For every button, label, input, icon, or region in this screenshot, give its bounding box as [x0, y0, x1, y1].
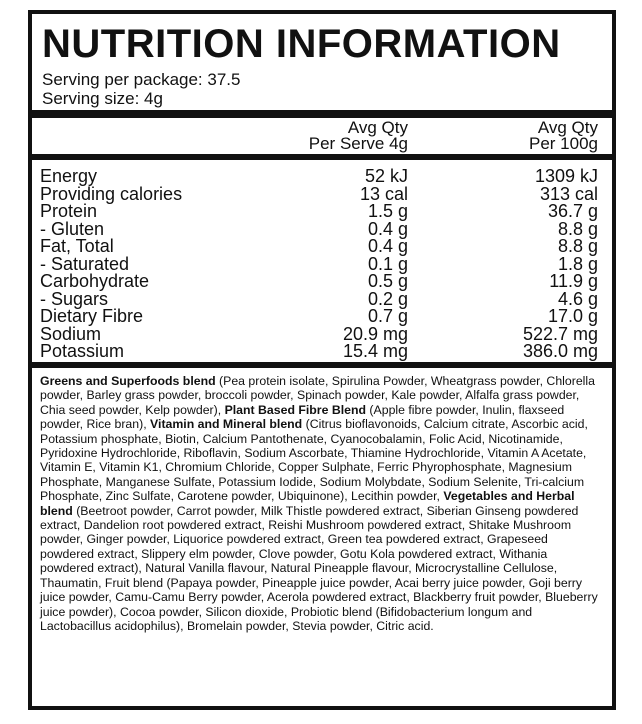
ingredient-text: (Apple fibre powder, Inulin, flaxseed powder, Rice bran), [40, 402, 565, 432]
nutrient-row [32, 238, 612, 256]
per-serve-value: 52 kJ [364, 166, 408, 186]
column-header-per-100g-line2: Per 100g [529, 134, 598, 153]
per-serve-value: 0.2 g [367, 288, 408, 309]
per-100g-value: 36.7 g [547, 201, 598, 221]
nutrient-name: Potassium [40, 341, 125, 361]
nutrient-name: - Saturated [40, 253, 130, 274]
serving-size: Serving size: 4g [42, 89, 163, 108]
nutrient-name: - Sugars [40, 288, 109, 309]
serving-per-package: Serving per package: 37.5 [42, 70, 241, 89]
per-100g-value: 17.0 g [547, 306, 598, 326]
nutrient-name: Sodium [40, 323, 102, 344]
ingredient-blend-heading: Vegetables and Herbal blend [40, 489, 575, 518]
nutrient-name: Energy [40, 166, 98, 186]
per-100g-value: 313 cal [539, 183, 598, 204]
nutrient-row [32, 183, 612, 204]
per-100g-value: 11.9 g [549, 271, 598, 291]
column-header-per-serve-line1: Avg Qty [347, 118, 408, 137]
nutrient-name: Providing calories [40, 183, 183, 204]
nutrient-name: Dietary Fibre [40, 306, 144, 326]
per-serve-value: 20.9 mg [342, 323, 408, 344]
nutrient-name: - Gluten [40, 218, 105, 239]
ingredient-blend-heading: Vitamin and Mineral blend [150, 417, 303, 432]
ingredients-list [40, 374, 604, 633]
per-serve-value: 0.7 g [367, 306, 408, 326]
nutrient-name: Carbohydrate [40, 271, 150, 291]
column-header-per-100g-line1: Avg Qty [537, 118, 598, 137]
top-thick-divider [32, 110, 612, 118]
per-100g-value: 1.8 g [557, 253, 598, 274]
per-serve-value: 0.4 g [367, 236, 408, 256]
per-100g-value: 8.8 g [557, 218, 598, 239]
per-100g-value: 4.6 g [557, 288, 598, 309]
ingredient-text: (Pea protein isolate, Spirulina Powder, Wheatgrass powder, Chlorella powder, Barley grass powder, broccoli powder, Spinach powder, Kale powder, Alfalfa grass powder, Chia seed powder, Kelp powder), [40, 374, 595, 417]
nutrient-row [32, 218, 612, 239]
column-header-per-serve [309, 120, 408, 152]
per-serve-value: 0.4 g [367, 218, 408, 239]
nutrient-row [32, 203, 612, 221]
panel-title: NUTRITION INFORMATION [42, 22, 561, 66]
per-serve-value: 15.4 mg [342, 341, 408, 361]
per-100g-value: 8.8 g [557, 236, 598, 256]
per-serve-value: 1.5 g [367, 201, 408, 221]
nutrient-row [32, 273, 612, 291]
nutrient-row [32, 343, 612, 361]
column-header-per-serve-line2: Per Serve 4g [308, 134, 408, 153]
per-100g-value: 522.7 mg [522, 323, 598, 344]
per-100g-value: 386.0 mg [522, 341, 598, 361]
ingredient-blend-heading: Plant Based Fibre Blend [224, 402, 367, 417]
per-100g-value: 1309 kJ [534, 166, 598, 186]
nutrition-panel [28, 10, 616, 710]
nutrient-name: Protein [40, 201, 98, 221]
ingredient-text: (Beetroot powder, Carrot powder, Milk Thistle powdered extract, Siberian Ginseng powdered extract, Dandelion root powdered extract, Reishi Mushroom powdered extract, Shitake Mushroom powder, Ginger powder, Liquorice powdered extract, Green tea powdered extract, Grapeseed powdered extract, Slippery elm powder, Clove powder, Gotu Kola powdered extract, Withania powdered extract), Natural Vanilla flavour, Natural Pineapple flavour, Microcrystalline Cellulose, Thaumatin, Fruit blend (Papaya powder, Pineapple juice powder, Acai berry juice powder, Goji berry juice powder, Camu-Camu Berry powder, Acerola powdered extract, Blackberry fruit powder, Blueberry juice powder), Cocoa powder, Silicon dioxide, Probiotic blend (Bifidobacterium longum and Lactobacillus acidophilus), Bromelain powder, Stevia powder, Citric acid. [40, 503, 598, 633]
nutrient-row [32, 308, 612, 326]
per-serve-value: 0.1 g [367, 253, 408, 274]
bottom-divider [32, 362, 612, 368]
ingredient-text: (Citrus bioflavonoids, Calcium citrate, Ascorbic acid, Potassium phosphate, Biotin, Calcium Pantothenate, Cyanocobalamin, Folic Acid, Nicotinamide, Pyridoxine Hydrochloride, Riboflavin, Sodium Ascorbate, Thiamine Hydrochloride, Vitamin A Acetate, Vitamin E, Vitamin K1, Chromium Chloride, Copper Sulphate, Ferric Phyrophosphate, Magnesium Phosphate, Manganese Sulfate, Potassium Iodide, Sodium Molybdate, Sodium Selenite, Tri-calcium Phosphate, Zinc Sulfate, Carotene powder, Ubiquinone), Lecithin powder, [40, 417, 588, 504]
column-header-per-100g [529, 120, 598, 152]
per-serve-value: 0.5 g [367, 271, 408, 291]
nutrient-name: Fat, Total [40, 236, 114, 256]
ingredient-blend-heading: Greens and Superfoods blend [40, 374, 216, 388]
header-divider [32, 154, 612, 160]
nutrient-row [32, 168, 612, 186]
per-serve-value: 13 cal [359, 183, 408, 204]
